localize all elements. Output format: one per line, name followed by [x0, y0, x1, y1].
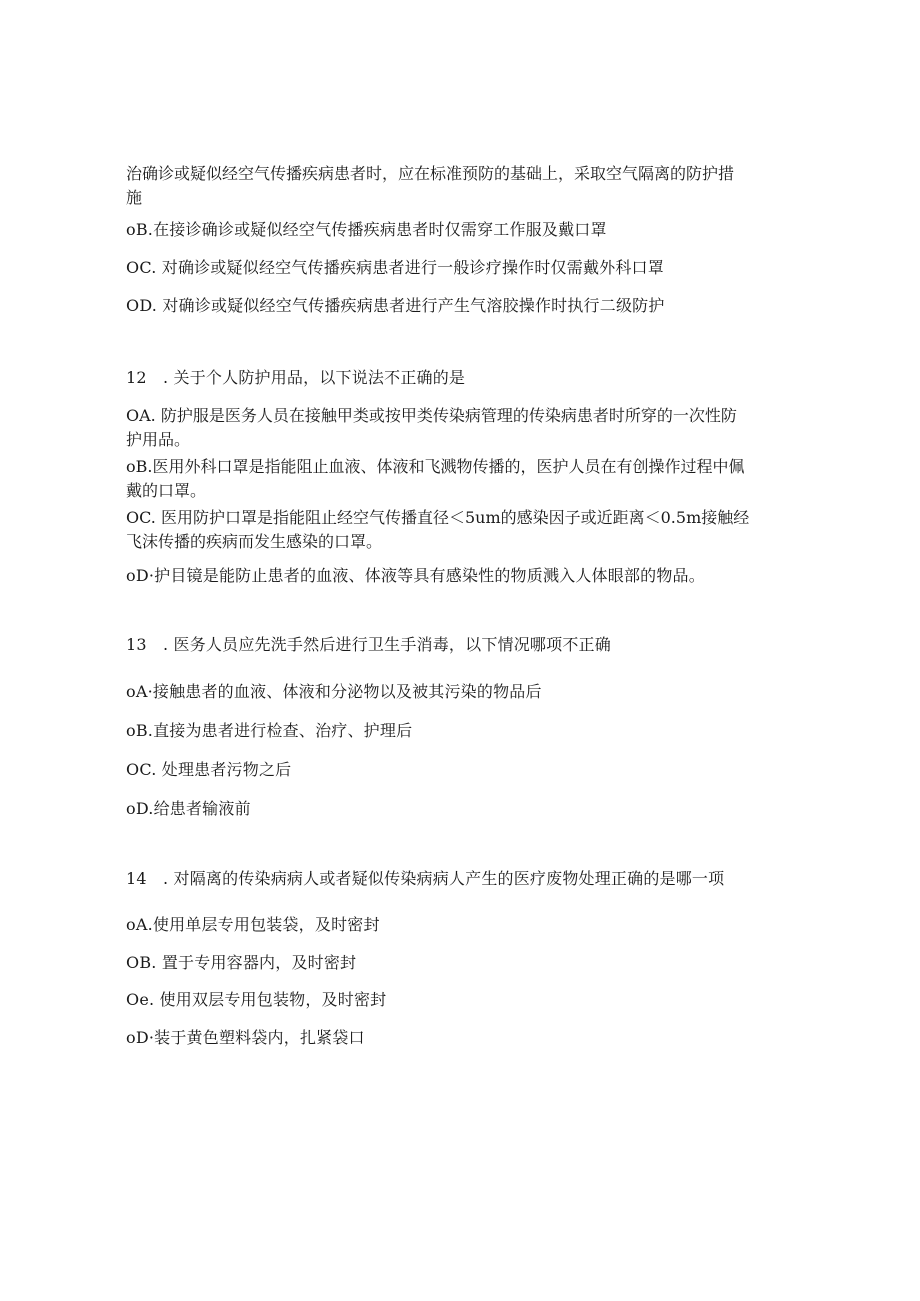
q14-option-d: oD·装于黄色塑料袋内，扎紧袋口: [126, 1028, 365, 1047]
prev-option-a-line-1: 治确诊或疑似经空气传播疾病患者时，应在标准预防的基础上，采取空气隔离的防护措: [126, 164, 735, 183]
q13-option-a: oA·接触患者的血液、体液和分泌物以及被其污染的物品后: [126, 682, 542, 701]
q12-option-b-line-1: oB.医用外科口罩是指能阻止血液、体液和飞溅物传播的，医护人员在有创操作过程中佩: [126, 457, 745, 476]
q12-option-a: [126, 404, 786, 452]
q12-option-a-line-2: 护用品。: [126, 430, 191, 449]
prev-option-c: OC. 对确诊或疑似经空气传播疾病患者进行一般诊疗操作时仅需戴外科口罩: [126, 258, 664, 277]
q12-option-b-line-2: 戴的口罩。: [126, 481, 207, 500]
q12-option-c-line-2: 飞沫传播的疾病而发生感染的口罩。: [126, 532, 383, 551]
q12-option-c-line-1: OC. 医用防护口罩是指能阻止经空气传播直径＜5um的感染因子或近距离＜0.5m接触经: [126, 508, 750, 527]
q13-option-b: oB.直接为患者进行检查、治疗、护理后: [126, 721, 413, 740]
prev-option-d: OD. 对确诊或疑似经空气传播疾病患者进行产生气溶胶操作时执行二级防护: [126, 296, 665, 315]
question-14-title: 14 . 对隔离的传染病病人或者疑似传染病病人产生的医疗废物处理正确的是哪一项: [126, 869, 725, 888]
q12-option-d: oD·护目镜是能防止患者的血液、体液等具有感染性的物质溅入人体眼部的物品。: [126, 566, 705, 585]
question-12-title: 12 . 关于个人防护用品，以下说法不正确的是: [126, 368, 466, 387]
q13-option-d: oD.给患者输液前: [126, 799, 251, 818]
q13-option-c: OC. 处理患者污物之后: [126, 760, 292, 779]
q12-option-b: [126, 455, 786, 503]
question-13-title: 13 . 医务人员应先洗手然后进行卫生手消毒，以下情况哪项不正确: [126, 635, 611, 654]
q14-option-a: oA.使用单层专用包装袋，及时密封: [126, 915, 380, 934]
prev-option-a-continuation: [126, 162, 786, 210]
q12-option-a-line-1: OA. 防护服是医务人员在接触甲类或按甲类传染病管理的传染病患者时所穿的一次性防: [126, 406, 737, 425]
q14-option-b: OB. 置于专用容器内，及时密封: [126, 953, 357, 972]
prev-option-a-line-2: 施: [126, 188, 143, 207]
q14-option-c: Oe. 使用双层专用包装物，及时密封: [126, 990, 387, 1009]
q12-option-c: [126, 506, 786, 554]
prev-option-b: oB.在接诊确诊或疑似经空气传播疾病患者时仅需穿工作服及戴口罩: [126, 220, 607, 239]
